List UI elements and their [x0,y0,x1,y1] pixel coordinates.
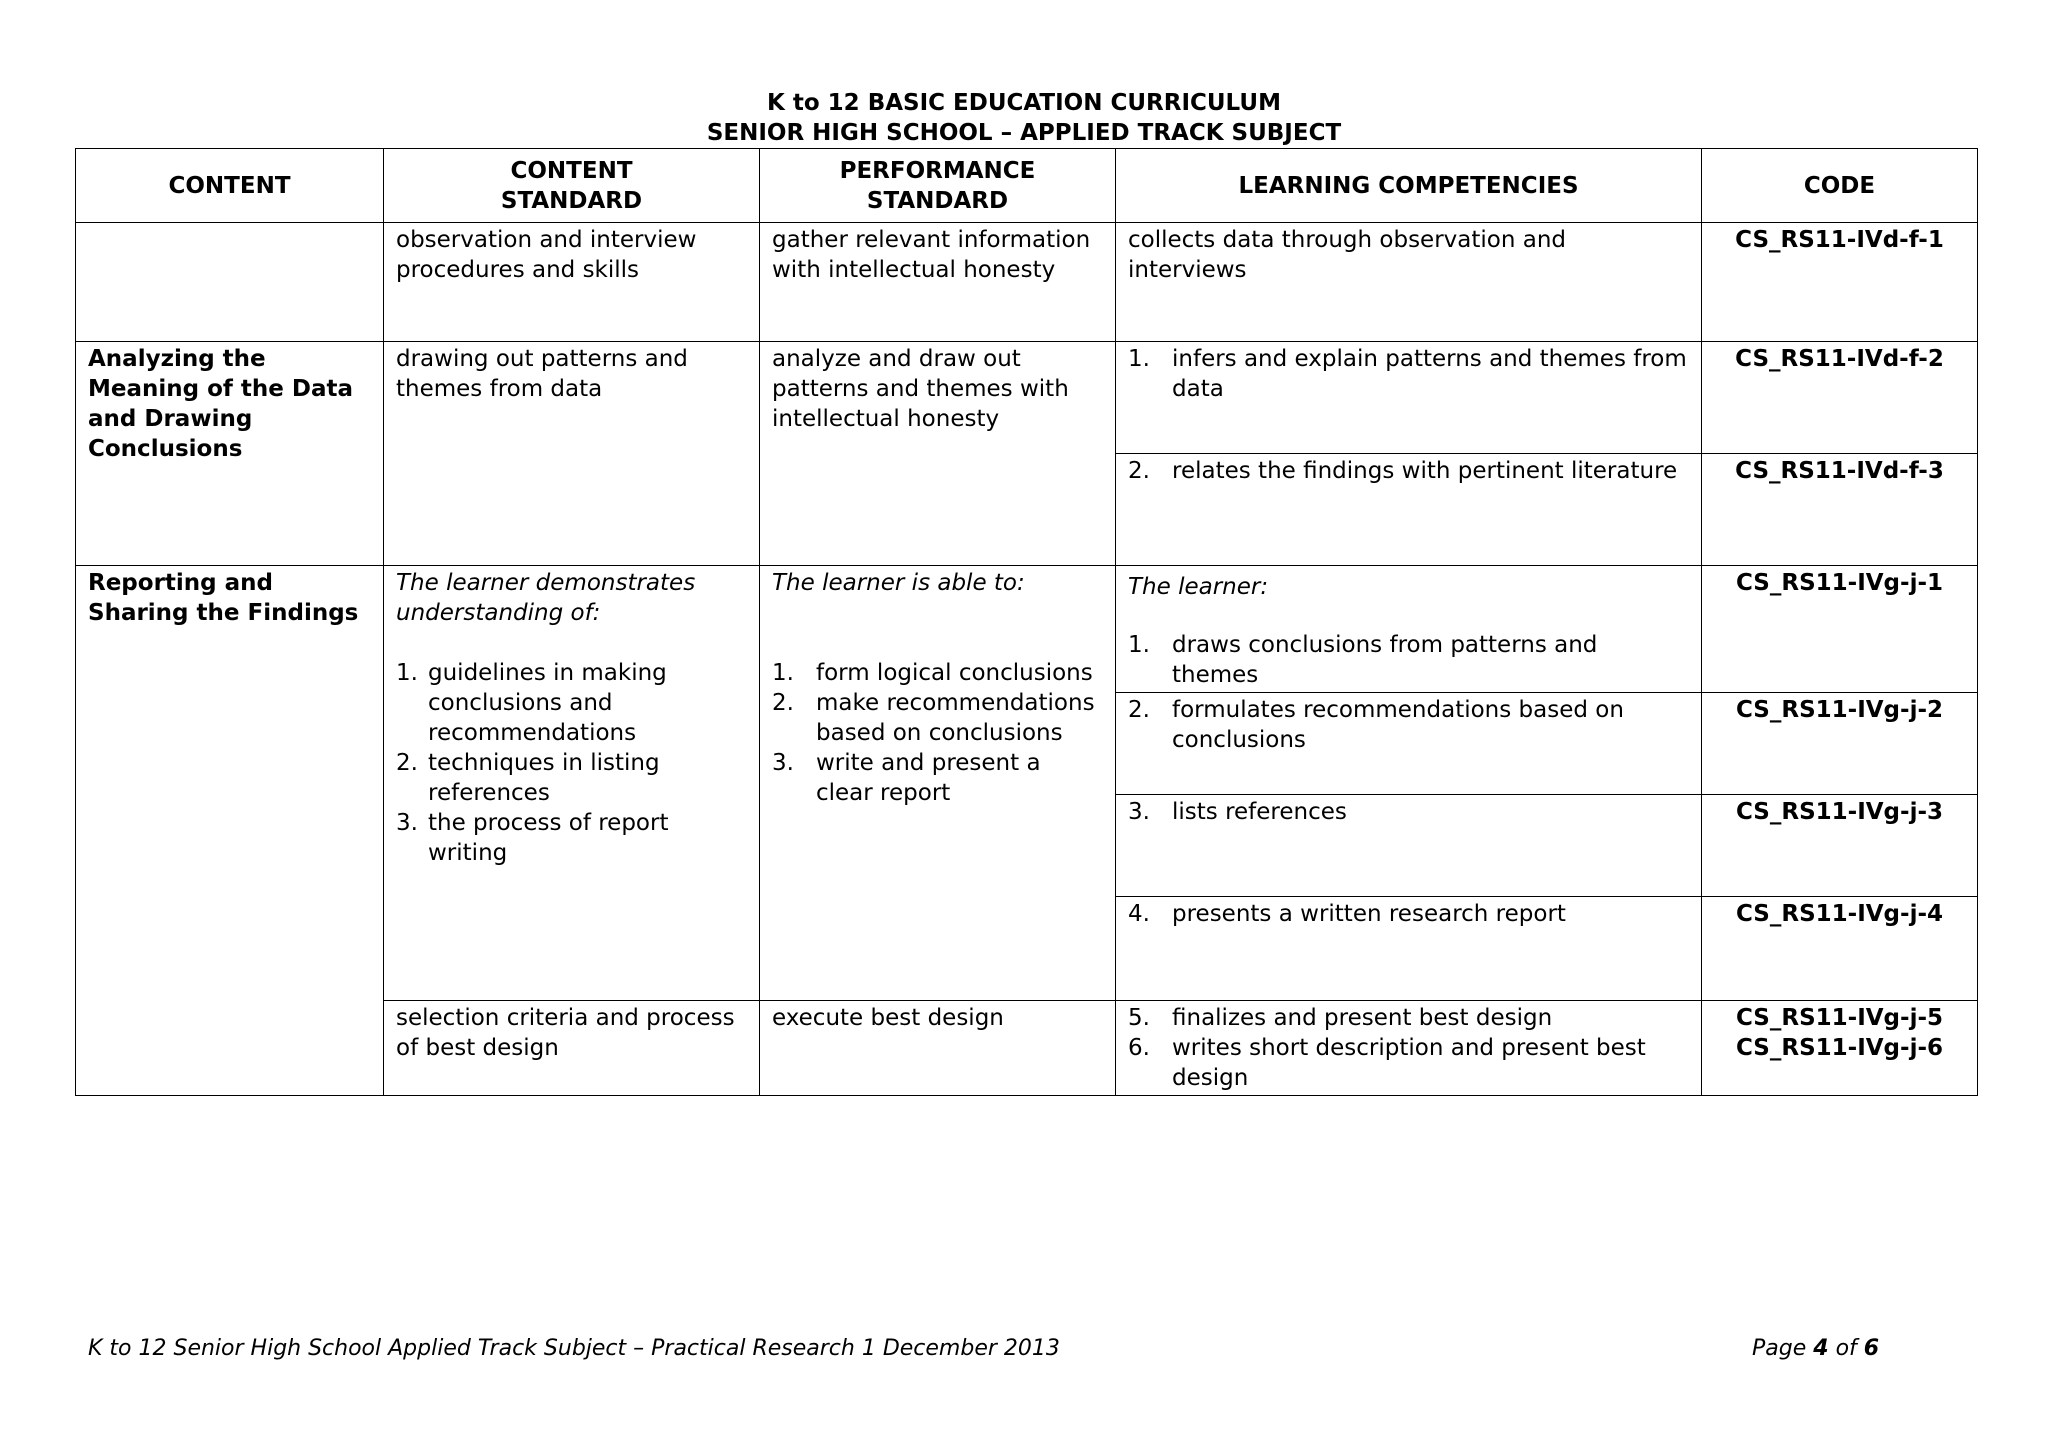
footer-page-number: Page 4 of 6 [1752,1336,1880,1361]
code-cell: CS_RS11-IVg-j-2 [1702,693,1978,795]
performance-standard-cell: gather relevant information with intellectual honesty [760,223,1116,342]
list-item: 1. draws conclusions from patterns and themes [1128,632,1598,688]
header-learning-competencies: LEARNING COMPETENCIES [1116,149,1702,223]
competency-cell: collects data through observation and interviews [1116,223,1702,342]
list-item: 2. relates the findings with pertinent literature [1128,458,1678,484]
competency-cell [1116,342,1702,454]
list-item: 3. lists references [1128,799,1347,825]
list-item: 1. guidelines in making conclusions and recommendations [396,660,667,746]
code-cell: CS_RS11-IVg-j-4 [1702,897,1978,1001]
content-standard-cell: observation and interview procedures and skills [384,223,760,342]
code-cell: CS_RS11-IVg-j-3 [1702,795,1978,897]
list-item: 2. techniques in listing references [396,750,660,806]
list-item: 2. make recommendations based on conclusions [772,690,1095,746]
competency-cell [1116,454,1702,566]
header-code: CODE [1702,149,1978,223]
competency-cell: The learner: 1. draws conclusions from patterns and themes [1116,566,1702,693]
header-content: CONTENT [76,149,384,223]
table-header-row [76,149,1978,223]
list-item: 3. the process of report writing [396,810,669,866]
performance-standard-cell: The learner is able to: 1. form logical conclusions 2. make recommendations based on conclusions 3. write and present a clear report [760,566,1116,1001]
content-cell-empty [76,223,384,342]
competency-cell [1116,1001,1702,1096]
content-cell: Analyzing the Meaning of the Data and Drawing Conclusions [76,342,384,566]
content-standard-cell: drawing out patterns and themes from data [384,342,760,566]
code-cell: CS_RS11-IVd-f-2 [1702,342,1978,454]
performance-standard-cell: analyze and draw out patterns and themes with intellectual honesty [760,342,1116,566]
list-item: 4. presents a written research report [1128,901,1566,927]
curriculum-table [75,148,1978,1096]
code-cell: CS_RS11-IVg-j-5 CS_RS11-IVg-j-6 [1702,1001,1978,1096]
header-performance-standard: PERFORMANCE STANDARD [760,149,1116,223]
content-standard-cell: The learner demonstrates understanding of: 1. guidelines in making conclusions and recommendations 2. techniques in listing references 3. the process of report writing [384,566,760,1001]
list-item: 6. writes short description and present best design [1128,1035,1646,1091]
title-line-1: K to 12 BASIC EDUCATION CURRICULUM [767,90,1281,116]
table-row [76,223,1978,342]
competency-cell [1116,897,1702,1001]
content-standard-cell: selection criteria and process of best design [384,1001,760,1096]
competency-cell [1116,795,1702,897]
header-content-standard: CONTENT STANDARD [384,149,760,223]
content-cell: Reporting and Sharing the Findings [76,566,384,1096]
title-line-2: SENIOR HIGH SCHOOL – APPLIED TRACK SUBJECT [706,120,1342,146]
performance-standard-cell: execute best design [760,1001,1116,1096]
list-item: 1. infers and explain patterns and themes from data [1128,346,1687,402]
list-item: 5. finalizes and present best design [1128,1005,1553,1031]
table-row [76,342,1978,454]
list-item: 3. write and present a clear report [772,750,1041,806]
list-item: 2. formulates recommendations based on conclusions [1128,697,1624,753]
code-cell: CS_RS11-IVd-f-3 [1702,454,1978,566]
code-cell: CS_RS11-IVd-f-1 [1702,223,1978,342]
table-row [76,566,1978,693]
document-title [0,88,2048,148]
competency-cell [1116,693,1702,795]
list-item: 1. form logical conclusions [772,660,1093,686]
code-cell: CS_RS11-IVg-j-1 [1702,566,1978,693]
footer-document-title: K to 12 Senior High School Applied Track Subject – Practical Research 1 December 2013 [88,1336,1060,1361]
